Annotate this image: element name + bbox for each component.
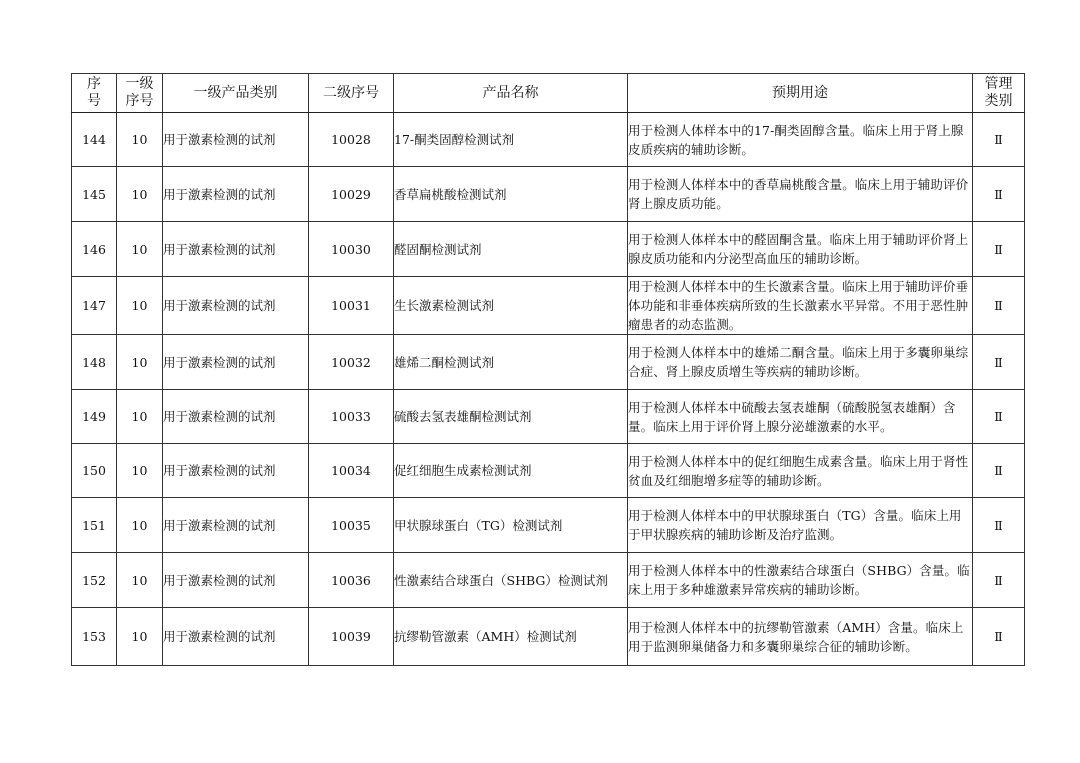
- cell-l2-seq: 10030: [309, 222, 394, 277]
- header-mgmt-line1: 管理: [984, 76, 1013, 92]
- header-l2-seq: 二级序号: [309, 74, 394, 113]
- cell-intended-use: 用于检测人体样本中的抗缪勒管激素（AMH）含量。临床上用于监测卵巢储备力和多囊卵巢综合征的辅助诊断。: [628, 608, 973, 666]
- header-intended-use: 预期用途: [628, 74, 973, 113]
- cell-intended-use: 用于检测人体样本中的醛固酮含量。临床上用于辅助评价肾上腺皮质功能和内分泌型高血压的辅助诊断。: [628, 222, 973, 277]
- cell-product-name: 醛固酮检测试剂: [394, 222, 628, 277]
- table-row: [72, 390, 1025, 444]
- cell-mgmt-class: Ⅱ: [973, 335, 1025, 390]
- cell-mgmt-class: Ⅱ: [973, 222, 1025, 277]
- cell-product-name: 生长激素检测试剂: [394, 277, 628, 335]
- table-row: [72, 608, 1025, 666]
- cell-l1-category: 用于激素检测的试剂: [163, 444, 309, 498]
- cell-l2-seq: 10039: [309, 608, 394, 666]
- cell-l2-seq: 10036: [309, 553, 394, 608]
- cell-seq: 148: [72, 335, 117, 390]
- cell-l1-category: 用于激素检测的试剂: [163, 608, 309, 666]
- header-seq-line1: 序: [87, 76, 101, 92]
- cell-l1-category: 用于激素检测的试剂: [163, 222, 309, 277]
- cell-l1-seq: 10: [117, 222, 163, 277]
- cell-seq: 152: [72, 553, 117, 608]
- header-seq: [72, 74, 117, 113]
- cell-mgmt-class: Ⅱ: [973, 608, 1025, 666]
- cell-product-name: 硫酸去氢表雄酮检测试剂: [394, 390, 628, 444]
- header-mgmt-class: [973, 74, 1025, 113]
- header-l1-seq-line1: 一级: [125, 76, 154, 92]
- cell-mgmt-class: Ⅱ: [973, 444, 1025, 498]
- cell-mgmt-class: Ⅱ: [973, 498, 1025, 553]
- cell-seq: 145: [72, 167, 117, 222]
- product-catalog-table: [71, 73, 1025, 666]
- table-row: [72, 167, 1025, 222]
- cell-l1-category: 用于激素检测的试剂: [163, 167, 309, 222]
- cell-l1-seq: 10: [117, 444, 163, 498]
- cell-product-name: 抗缪勒管激素（AMH）检测试剂: [394, 608, 628, 666]
- cell-l1-seq: 10: [117, 167, 163, 222]
- cell-product-name: 雄烯二酮检测试剂: [394, 335, 628, 390]
- cell-intended-use: 用于检测人体样本中的生长激素含量。临床上用于辅助评价垂体功能和非垂体疾病所致的生长激素水平异常。不用于恶性肿瘤患者的动态监测。: [628, 277, 973, 335]
- cell-l1-seq: 10: [117, 277, 163, 335]
- cell-mgmt-class: Ⅱ: [973, 390, 1025, 444]
- cell-intended-use: 用于检测人体样本中的香草扁桃酸含量。临床上用于辅助评价肾上腺皮质功能。: [628, 167, 973, 222]
- cell-l1-seq: 10: [117, 113, 163, 167]
- cell-l1-seq: 10: [117, 390, 163, 444]
- cell-l2-seq: 10032: [309, 335, 394, 390]
- header-l1-category: 一级产品类别: [163, 74, 309, 113]
- cell-product-name: 促红细胞生成素检测试剂: [394, 444, 628, 498]
- cell-mgmt-class: Ⅱ: [973, 277, 1025, 335]
- table-header-row: [72, 74, 1025, 113]
- cell-l1-category: 用于激素检测的试剂: [163, 113, 309, 167]
- cell-intended-use: 用于检测人体样本中的17-酮类固醇含量。临床上用于肾上腺皮质疾病的辅助诊断。: [628, 113, 973, 167]
- cell-mgmt-class: Ⅱ: [973, 553, 1025, 608]
- cell-intended-use: 用于检测人体样本中硫酸去氢表雄酮（硫酸脱氢表雄酮）含量。临床上用于评价肾上腺分泌雄激素的水平。: [628, 390, 973, 444]
- header-seq-line2: 号: [87, 93, 101, 109]
- cell-l2-seq: 10031: [309, 277, 394, 335]
- header-l1-seq: [117, 74, 163, 113]
- cell-intended-use: 用于检测人体样本中的甲状腺球蛋白（TG）含量。临床上用于甲状腺疾病的辅助诊断及治疗监测。: [628, 498, 973, 553]
- table-row: [72, 498, 1025, 553]
- cell-l1-seq: 10: [117, 335, 163, 390]
- table-row: [72, 444, 1025, 498]
- cell-intended-use: 用于检测人体样本中的性激素结合球蛋白（SHBG）含量。临床上用于多种雄激素异常疾病的辅助诊断。: [628, 553, 973, 608]
- cell-l1-category: 用于激素检测的试剂: [163, 553, 309, 608]
- cell-product-name: 甲状腺球蛋白（TG）检测试剂: [394, 498, 628, 553]
- cell-product-name: 17-酮类固醇检测试剂: [394, 113, 628, 167]
- header-mgmt-line2: 类别: [984, 93, 1013, 109]
- cell-mgmt-class: Ⅱ: [973, 113, 1025, 167]
- cell-l2-seq: 10033: [309, 390, 394, 444]
- cell-l1-category: 用于激素检测的试剂: [163, 498, 309, 553]
- table-row: [72, 277, 1025, 335]
- cell-l1-seq: 10: [117, 608, 163, 666]
- cell-seq: 149: [72, 390, 117, 444]
- table-row: [72, 113, 1025, 167]
- table-row: [72, 553, 1025, 608]
- table-row: [72, 222, 1025, 277]
- cell-l1-category: 用于激素检测的试剂: [163, 390, 309, 444]
- cell-l2-seq: 10029: [309, 167, 394, 222]
- cell-seq: 153: [72, 608, 117, 666]
- cell-seq: 151: [72, 498, 117, 553]
- cell-intended-use: 用于检测人体样本中的雄烯二酮含量。临床上用于多囊卵巢综合症、肾上腺皮质增生等疾病的辅助诊断。: [628, 335, 973, 390]
- cell-mgmt-class: Ⅱ: [973, 167, 1025, 222]
- cell-l1-category: 用于激素检测的试剂: [163, 277, 309, 335]
- cell-l2-seq: 10035: [309, 498, 394, 553]
- cell-seq: 147: [72, 277, 117, 335]
- cell-seq: 144: [72, 113, 117, 167]
- cell-l2-seq: 10028: [309, 113, 394, 167]
- header-product-name: 产品名称: [394, 74, 628, 113]
- cell-l2-seq: 10034: [309, 444, 394, 498]
- header-l1-seq-line2: 序号: [125, 93, 154, 109]
- cell-l1-category: 用于激素检测的试剂: [163, 335, 309, 390]
- cell-seq: 150: [72, 444, 117, 498]
- cell-seq: 146: [72, 222, 117, 277]
- table-row: [72, 335, 1025, 390]
- cell-product-name: 香草扁桃酸检测试剂: [394, 167, 628, 222]
- cell-l1-seq: 10: [117, 498, 163, 553]
- cell-intended-use: 用于检测人体样本中的促红细胞生成素含量。临床上用于肾性贫血及红细胞增多症等的辅助诊断。: [628, 444, 973, 498]
- cell-product-name: 性激素结合球蛋白（SHBG）检测试剂: [394, 553, 628, 608]
- cell-l1-seq: 10: [117, 553, 163, 608]
